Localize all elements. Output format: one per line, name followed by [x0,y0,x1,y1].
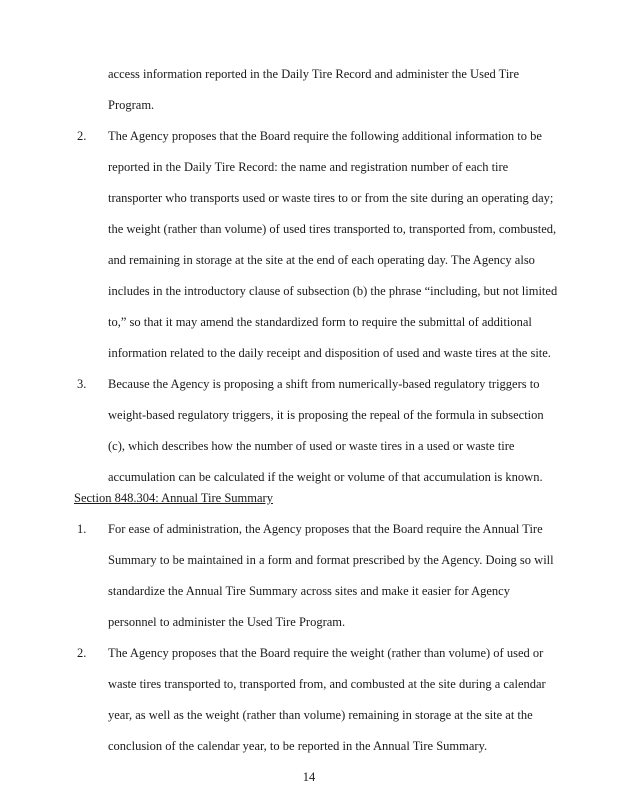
section-item-line: waste tires transported to, transported from, and combusted at the site during a calendar [108,677,546,691]
intro-line: Program. [108,98,155,112]
section-item-line: The Agency proposes that the Board require the weight (rather than volume) of used or [108,646,544,660]
page-number: 14 [302,770,316,784]
section-item-line: For ease of administration, the Agency proposes that the Board require the Annual Tire [108,522,543,536]
item-line: information related to the daily receipt and disposition of used and waste tires at the site. [108,346,551,360]
item-line: the weight (rather than volume) of used tires transported to, transported from, combusted, [108,222,557,236]
item-line: weight-based regulatory triggers, it is proposing the repeal of the formula in subsection [108,408,544,422]
section-heading: Section 848.304: Annual Tire Summary [74,491,273,505]
section-item-line: year, as well as the weight (rather than volume) remaining in storage at the site at the [108,708,533,722]
item-number: 2. [77,129,87,143]
item-line: transporter who transports used or waste tires to or from the site during an operating day; [108,191,554,205]
item-line: Because the Agency is proposing a shift from numerically-based regulatory triggers to [108,377,540,391]
item-number: 3. [77,377,87,391]
item-line: accumulation can be calculated if the weight or volume of that accumulation is known. [108,470,543,484]
intro-line: access information reported in the Daily Tire Record and administer the Used Tire [108,67,520,81]
item-line: reported in the Daily Tire Record: the name and registration number of each tire [108,160,509,174]
section-item-number: 1. [77,522,87,536]
item-line: and remaining in storage at the site at the end of each operating day. The Agency also [108,253,535,267]
section-item-number: 2. [77,646,87,660]
item-line: The Agency proposes that the Board require the following additional information to be [108,129,542,143]
section-item-line: standardize the Annual Tire Summary across sites and make it easier for Agency [108,584,510,598]
item-line: (c), which describes how the number of used or waste tires in a used or waste tire [108,439,515,453]
item-line: includes in the introductory clause of subsection (b) the phrase “including, but not limited [108,284,558,298]
section-item-line: conclusion of the calendar year, to be reported in the Annual Tire Summary. [108,739,488,753]
item-line: to,” so that it may amend the standardized form to require the submittal of additional [108,315,532,329]
section-item-line: Summary to be maintained in a form and format prescribed by the Agency. Doing so will [108,553,554,567]
section-item-line: personnel to administer the Used Tire Program. [108,615,346,629]
